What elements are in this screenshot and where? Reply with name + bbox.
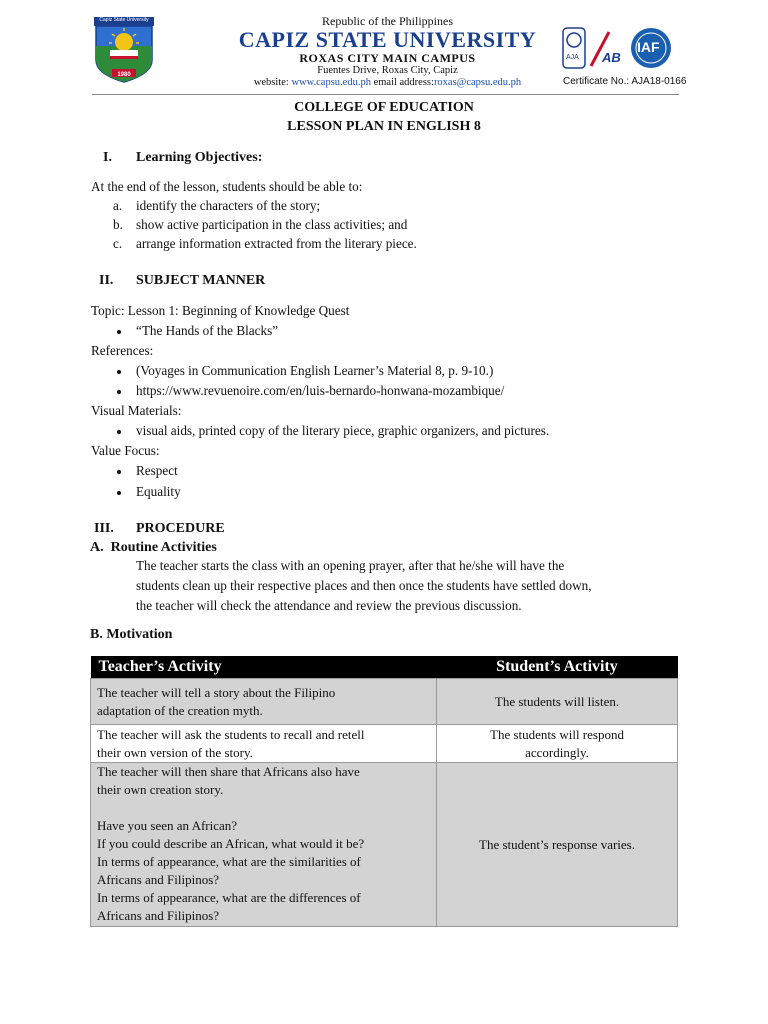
cell-line: The students will listen. xyxy=(494,693,620,709)
cell-line: The teacher will then share that Africans also have xyxy=(97,764,360,779)
procedure-number: III. xyxy=(94,521,114,536)
student-activity-cell xyxy=(437,679,678,725)
student-activity-header: Student’s Activity xyxy=(437,656,678,679)
objective-item: arrange information extracted from the literary piece. xyxy=(136,236,417,251)
cell-line: adaptation of the creation myth. xyxy=(97,703,263,718)
topic-item: “The Hands of the Blacks” xyxy=(136,323,279,338)
value-item: Equality xyxy=(136,484,181,499)
value-item: Respect xyxy=(136,463,178,478)
reference-item: (Voyages in Communication English Learner’s Material 8, p. 9-10.) xyxy=(136,363,494,378)
bullet-icon xyxy=(117,430,121,434)
email-label: email address: xyxy=(370,77,434,88)
references-label: References: xyxy=(91,343,154,358)
cell-line: The teacher will tell a story about the Filipino xyxy=(97,685,336,700)
campus-address: Fuentes Drive, Roxas City, Capiz xyxy=(317,65,458,76)
visual-materials-label: Visual Materials: xyxy=(91,403,182,418)
college-title: COLLEGE OF EDUCATION xyxy=(294,100,474,115)
cell-line: Africans and Filipinos? xyxy=(97,872,220,887)
routine-text: The teacher starts the class with an opening prayer, after that he/she will have the xyxy=(136,558,565,573)
value-focus-label: Value Focus: xyxy=(91,443,160,458)
cell-line: their own creation story. xyxy=(97,782,224,797)
table-row xyxy=(91,679,678,725)
website-label: website: xyxy=(253,77,292,88)
objectives-intro: At the end of the lesson, students should be able to: xyxy=(91,179,363,194)
table-row xyxy=(91,725,678,763)
cell-line: The student’s response varies. xyxy=(479,836,635,852)
teacher-activity-cell xyxy=(91,763,437,927)
objectives-number: I. xyxy=(103,150,112,165)
cell-line: The teacher will ask the students to recall and retell xyxy=(97,727,365,742)
reference-link[interactable]: https://www.revuenoire.com/en/luis-bernardo-honwana-mozambique/ xyxy=(136,383,505,398)
university-name: CAPIZ STATE UNIVERSITY xyxy=(238,27,537,52)
contact-line xyxy=(215,77,560,89)
bullet-icon xyxy=(117,491,121,495)
cell-line: The students will respond xyxy=(490,726,624,742)
cell-line: In terms of appearance, what are the differences of xyxy=(97,890,361,905)
routine-heading: A. Routine Activities xyxy=(90,540,217,555)
routine-text: the teacher will check the attendance and review the previous discussion. xyxy=(136,598,522,613)
motivation-table xyxy=(90,656,678,927)
subject-heading: SUBJECT MANNER xyxy=(136,273,266,288)
website-link[interactable]: www.capsu.edu.ph xyxy=(291,77,371,88)
lesson-plan-title: LESSON PLAN IN ENGLISH 8 xyxy=(287,119,481,134)
university-header xyxy=(215,14,560,89)
cell-line: If you could describe an African, what would it be? xyxy=(97,836,365,851)
student-activity-cell xyxy=(437,725,678,763)
student-activity-cell xyxy=(437,763,678,927)
bullet-icon xyxy=(117,390,121,394)
visual-materials-item: visual aids, printed copy of the literary piece, graphic organizers, and pictures. xyxy=(136,423,550,438)
motivation-heading: B. Motivation xyxy=(90,627,173,642)
subject-number: II. xyxy=(99,273,114,288)
cell-line: In terms of appearance, what are the similarities of xyxy=(97,854,361,869)
republic-label: Republic of the Philippines xyxy=(322,14,453,28)
email-link[interactable]: roxas@capsu.edu.ph xyxy=(433,77,522,88)
objective-marker: a. xyxy=(113,198,123,213)
logo-top-text: Capiz State University xyxy=(99,17,149,23)
routine-text: students clean up their respective places and then once the students have settled down, xyxy=(136,578,592,593)
cell-line: Africans and Filipinos? xyxy=(97,908,220,923)
cert-label-iaf: IAF xyxy=(637,39,660,55)
cell-line: their own version of the story. xyxy=(97,745,253,760)
bullet-icon xyxy=(117,330,121,334)
certificate-number: Certificate No.: AJA18-0166 xyxy=(563,76,687,87)
teacher-activity-cell xyxy=(91,725,437,763)
topic-line: Topic: Lesson 1: Beginning of Knowledge Quest xyxy=(91,303,350,318)
objective-marker: c. xyxy=(113,236,123,251)
cell-line: accordingly. xyxy=(525,744,589,760)
table-header-row xyxy=(91,656,678,679)
cell-line: Have you seen an African? xyxy=(97,818,238,833)
campus-name: ROXAS CITY MAIN CAMPUS xyxy=(299,51,476,65)
procedure-heading: PROCEDURE xyxy=(136,521,225,536)
bullet-icon xyxy=(117,470,121,474)
cert-label-aja: AJA xyxy=(566,54,579,61)
objective-item: show active participation in the class activities; and xyxy=(136,217,408,232)
objectives-heading: Learning Objectives: xyxy=(136,150,263,165)
table-row xyxy=(91,763,678,927)
teacher-activity-cell xyxy=(91,679,437,725)
bullet-icon xyxy=(117,370,121,374)
cell-spacer xyxy=(97,799,430,817)
cert-label-ab: AB xyxy=(602,50,621,65)
header-divider xyxy=(92,94,679,95)
objective-marker: b. xyxy=(113,217,123,232)
teacher-activity-header: Teacher’s Activity xyxy=(91,656,437,679)
objective-item: identify the characters of the story; xyxy=(136,198,321,213)
logo-year: 1980 xyxy=(117,72,131,78)
